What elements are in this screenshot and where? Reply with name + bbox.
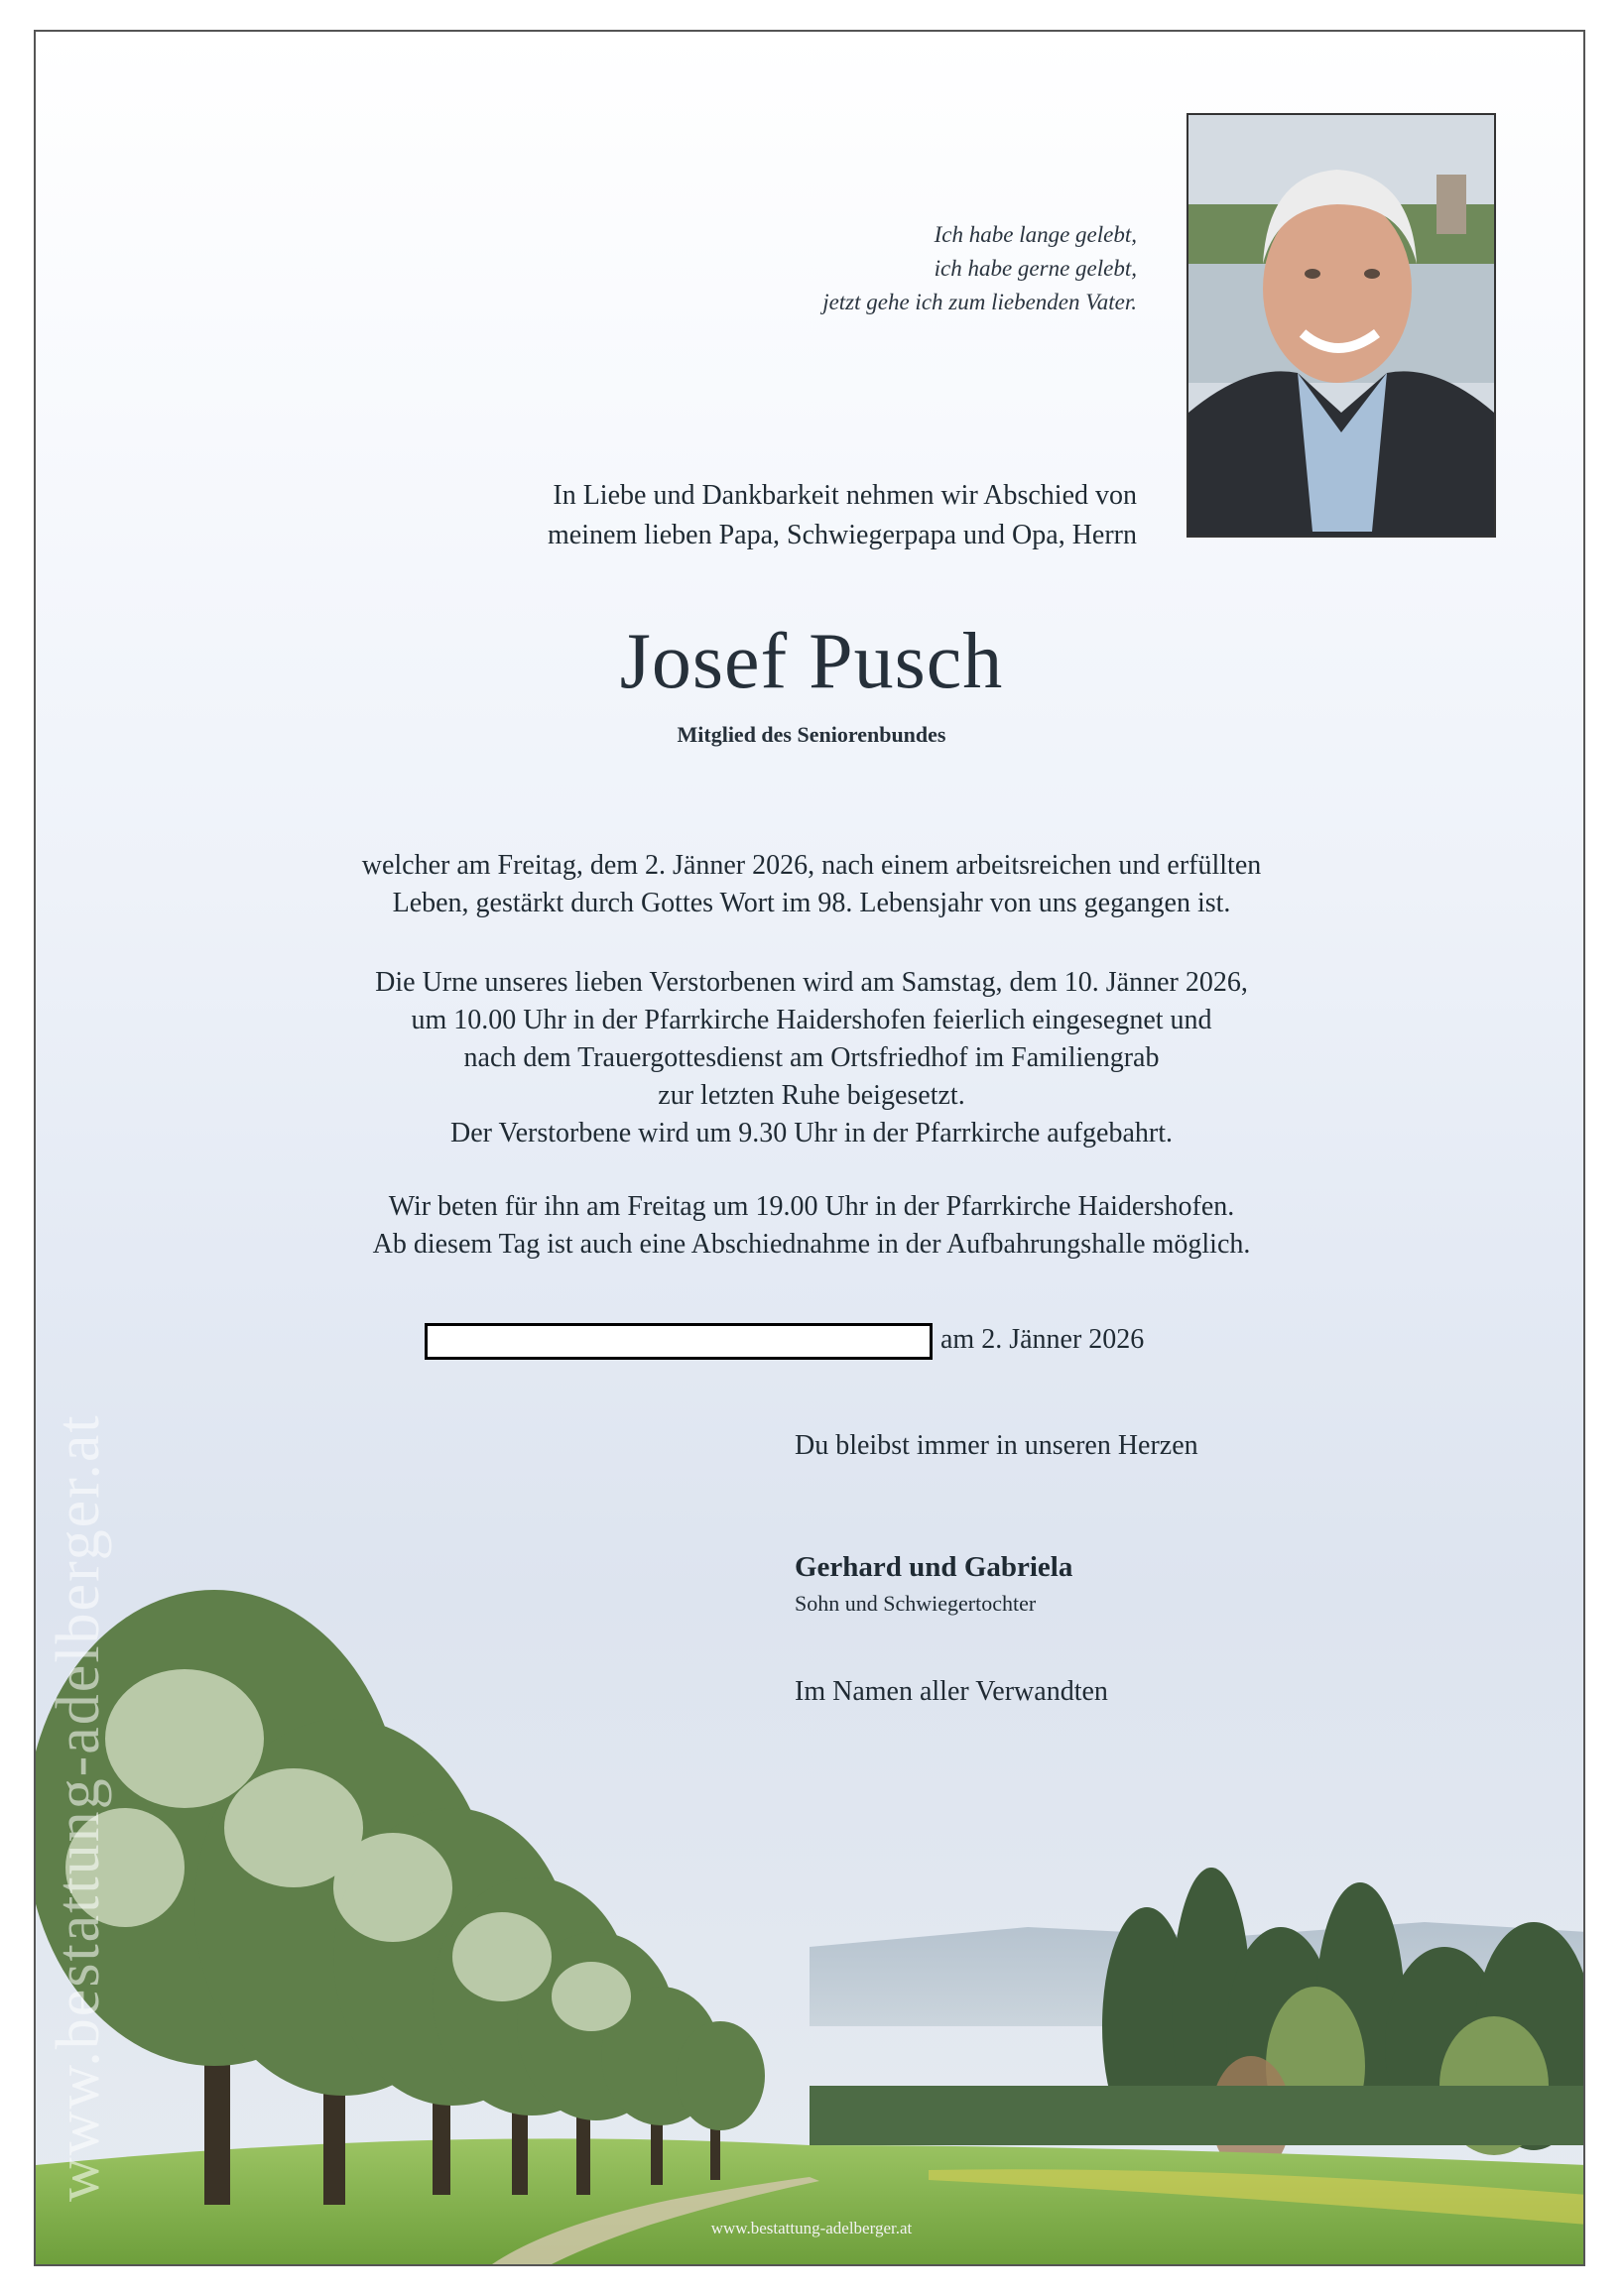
membership-line: Mitglied des Seniorenbundes	[677, 722, 946, 747]
heart-line: Du bleibst immer in unseren Herzen	[795, 1430, 1198, 1461]
family-relation: Sohn und Schwiegertochter	[795, 1591, 1037, 1616]
prayer-paragraph	[36, 1188, 1585, 1264]
passing-line: welcher am Freitag, dem 2. Jänner 2026, nach einem arbeitsreichen und erfüllten	[361, 850, 1262, 881]
vertical-watermark: www.bestattung-adelberger.at	[45, 1413, 112, 2202]
intro-line: In Liebe und Dankbarkeit nehmen wir Abschied von	[553, 480, 1137, 511]
funeral-line: zur letzten Ruhe beigesetzt.	[658, 1080, 965, 1111]
deceased-name: Josef Pusch	[619, 618, 1004, 705]
portrait-illustration	[1188, 115, 1494, 536]
passing-paragraph	[36, 847, 1585, 922]
redacted-place-box	[425, 1323, 933, 1360]
portrait-photo	[1187, 113, 1496, 538]
footer-url: www.bestattung-adelberger.at	[710, 2219, 913, 2237]
prayer-line: Ab diesem Tag ist auch eine Abschiednahme in der Aufbahrungshalle möglich.	[372, 1229, 1251, 1260]
quote-line: ich habe gerne gelebt,	[934, 256, 1137, 281]
passing-line: Leben, gestärkt durch Gottes Wort im 98. Lebensjahr von uns gegangen ist.	[392, 888, 1231, 918]
funeral-line: nach dem Trauergottesdienst am Ortsfriedhof im Familiengrab	[463, 1042, 1160, 1073]
quote-block	[822, 218, 1137, 319]
notice-date: am 2. Jänner 2026	[940, 1324, 1145, 1355]
intro-block	[548, 476, 1137, 555]
funeral-line: Die Urne unseres lieben Verstorbenen wird am Samstag, dem 10. Jänner 2026,	[375, 967, 1248, 998]
intro-line: meinem lieben Papa, Schwiegerpapa und Opa, Herrn	[547, 520, 1137, 550]
funeral-line: um 10.00 Uhr in der Pfarrkirche Haidershofen feierlich eingesegnet und	[411, 1005, 1212, 1035]
family-names: Gerhard und Gabriela	[795, 1551, 1073, 1583]
quote-line: jetzt gehe ich zum liebenden Vater.	[822, 290, 1137, 314]
relatives-line: Im Namen aller Verwandten	[795, 1676, 1108, 1707]
funeral-line: Der Verstorbene wird um 9.30 Uhr in der Pfarrkirche aufgebahrt.	[449, 1118, 1173, 1148]
quote-line: Ich habe lange gelebt,	[934, 222, 1137, 247]
prayer-line: Wir beten für ihn am Freitag um 19.00 Uhr in der Pfarrkirche Haidershofen.	[388, 1191, 1235, 1222]
landscape-background	[36, 1272, 1585, 2264]
funeral-paragraph	[36, 964, 1585, 1152]
obituary-card	[34, 30, 1585, 2266]
